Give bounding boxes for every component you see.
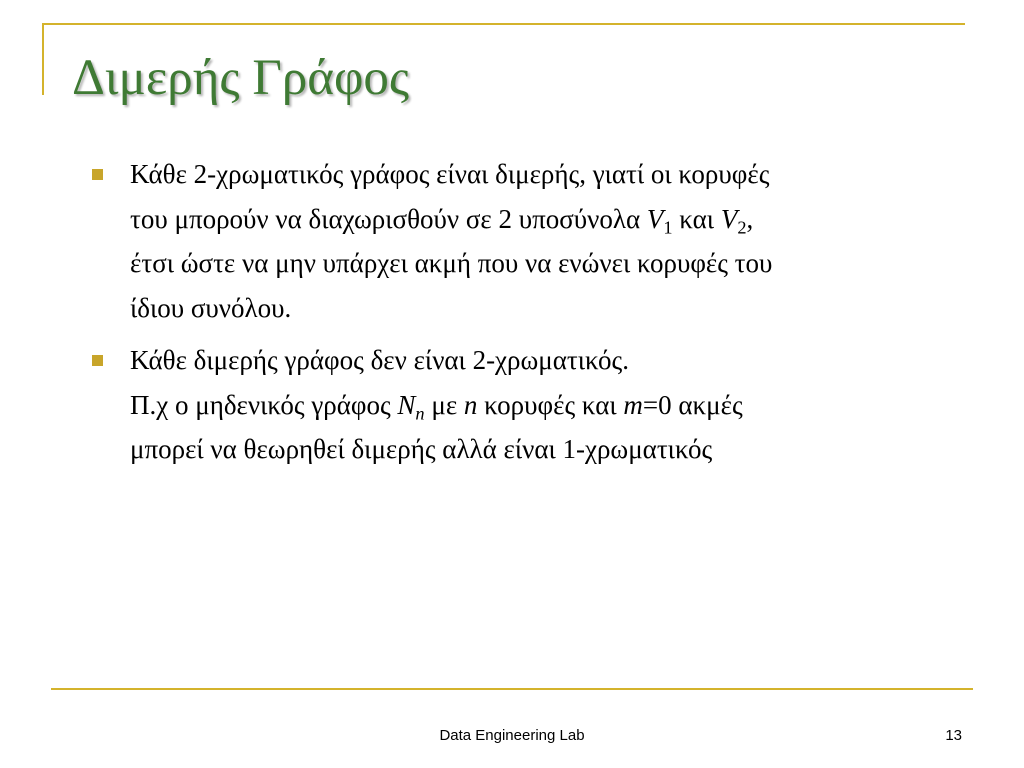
- bullet-2-line-3: μπορεί να θεωρηθεί διμερής αλλά είναι 1-χρωματικός: [130, 434, 713, 464]
- bullet-1-line-3: έτσι ώστε να μην υπάρχει ακμή που να ενώνει κορυφές του: [130, 248, 773, 278]
- slide-title: Διμερής Γράφος: [72, 50, 410, 106]
- bullet-1-line-2-text-a: του μπορούν να διαχωρισθούν σε 2 υποσύνολα: [130, 203, 647, 234]
- bullet-1-line-4: ίδιου συνόλου.: [130, 292, 292, 323]
- bullet-item-2: [92, 338, 972, 472]
- left-border-line: [42, 23, 44, 95]
- set-v2-subscript: 2: [737, 217, 747, 237]
- null-graph-symbol: N: [397, 389, 416, 420]
- bullet-1-line-2-text-c: ,: [746, 203, 754, 234]
- bullet-2-line-2: [130, 383, 972, 428]
- set-v1-subscript: 1: [663, 217, 673, 237]
- null-graph-subscript-n: n: [415, 403, 425, 423]
- null-graph-subscript: [415, 403, 424, 423]
- bullet-2-line-2-text-b: με: [424, 389, 464, 420]
- bullet-2-line-2-text-d: =0 ακμές: [642, 389, 743, 420]
- square-bullet-icon: [92, 355, 103, 366]
- bullet-list: [92, 152, 972, 480]
- set-v1-symbol: V: [646, 203, 664, 234]
- top-border-line: [42, 23, 965, 25]
- bullet-2-line-2-text-a: Π.χ ο μηδενικός γράφος: [130, 389, 398, 420]
- page-number: 13: [945, 727, 962, 744]
- footer-label: Data Engineering Lab: [439, 727, 585, 744]
- square-bullet-icon: [92, 169, 103, 180]
- footer-divider: [51, 688, 973, 690]
- bullet-2-line-2-text-c: κορυφές και: [477, 389, 624, 420]
- bullet-2-line-1: Κάθε διμερής γράφος δεν είναι 2-χρωματικός.: [130, 345, 629, 375]
- bullet-1-line-2-text-b: και: [672, 203, 721, 234]
- bullet-1-line-2: [130, 197, 972, 242]
- edge-count-symbol: m: [623, 389, 643, 420]
- vertex-count-symbol: n: [463, 389, 478, 420]
- bullet-1-line-1: Κάθε 2-χρωματικός γράφος είναι διμερής, γιατί οι κορυφές: [130, 159, 770, 189]
- set-v2-symbol: V: [720, 203, 738, 234]
- bullet-item-1: [92, 152, 972, 330]
